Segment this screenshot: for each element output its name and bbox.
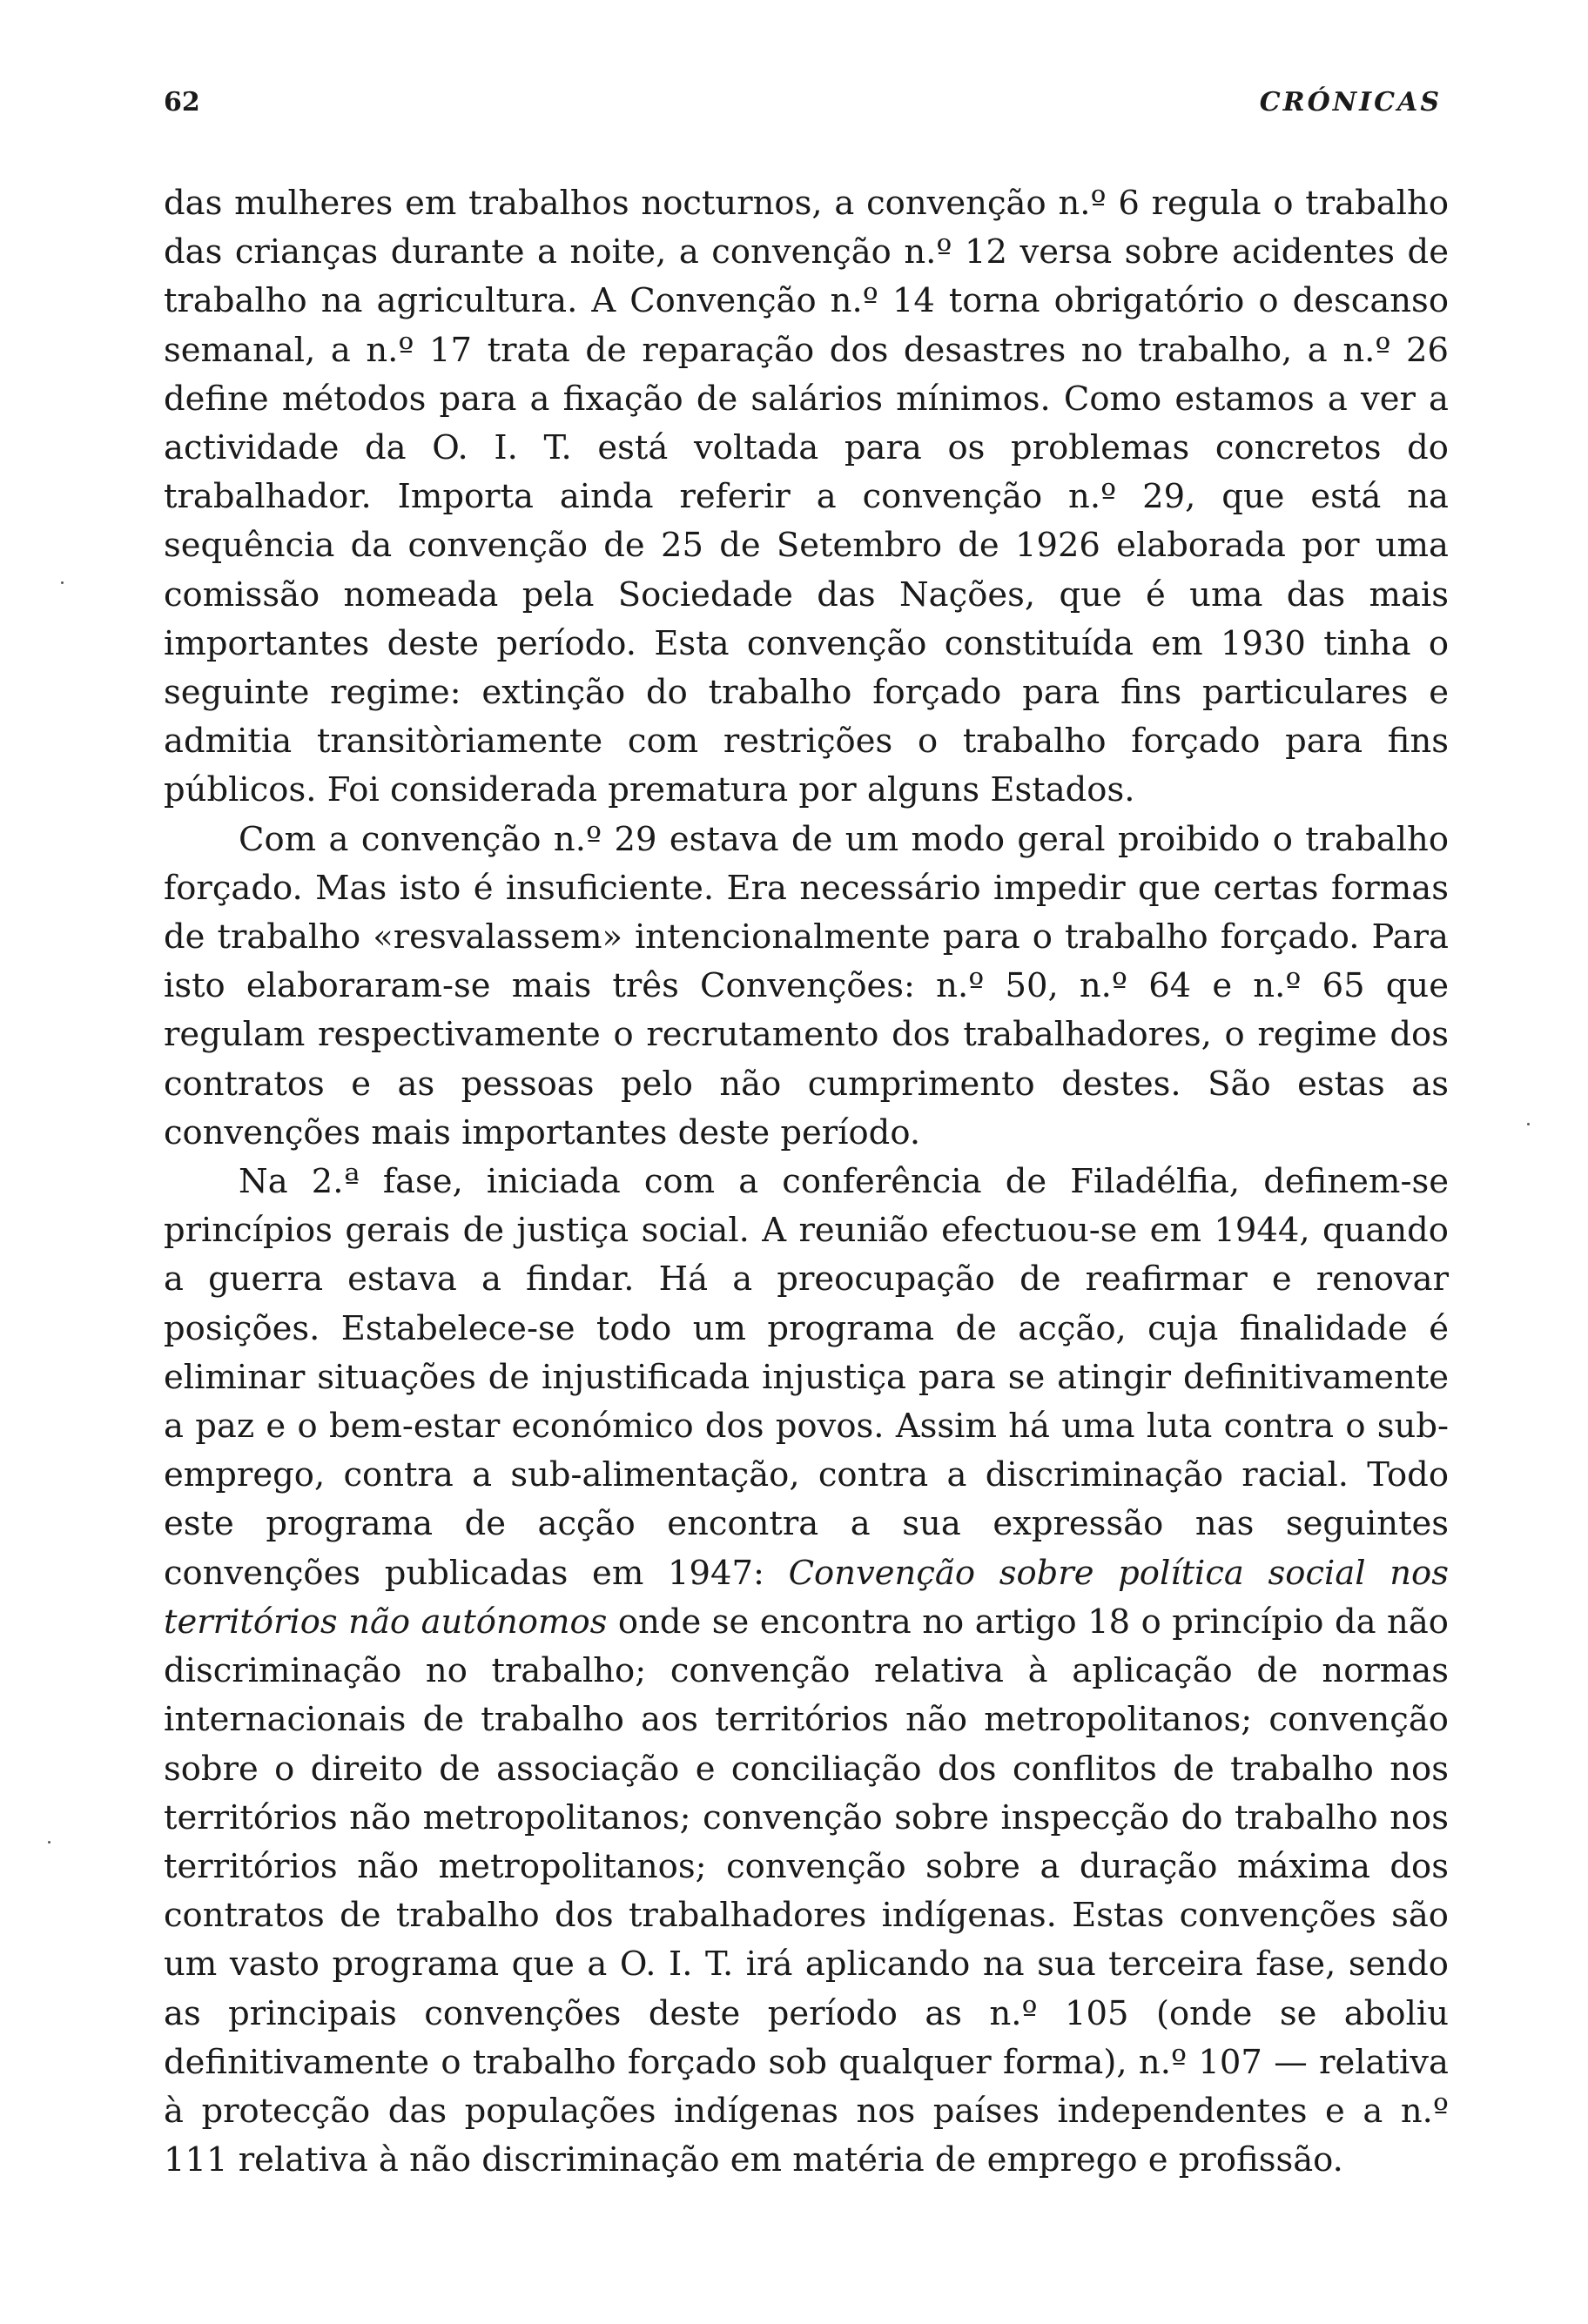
page-number: 62 [164,87,200,118]
margin-speck [61,581,64,584]
paragraph-text: Com a convenção n.º 29 estava de um modo geral proibido o trabalho forçado. Mas isto é insuficiente. Era necessário impedir que certas formas de trabalho «resvalassem» intencionalmente para o trabalho forçado. Para isto elaboraram-se mais três Convenções: n.º 50, n.º 64 e n.º 65 que regulam respectivamente o recrutamento dos trabalhadores, o regime dos contratos e as pessoas pelo não cumprimento destes. São estas as convenções mais importantes deste período. [164,819,1449,1152]
paragraph [164,179,1449,816]
section-title: CRÓNICAS [1259,87,1442,118]
paragraph-text: das mulheres em trabalhos nocturnos, a convenção n.º 6 regula o trabalho das crianças durante a noite, a convenção n.º 12 versa sobre acidentes de trabalho na agricultura. A Convenção n.º 14 torna obrigatório o descanso semanal, a n.º 17 trata de reparação dos desastres no trabalho, a n.º 26 define métodos para a fixação de salários mínimos. Como estamos a ver a actividade da O. I. T. está voltada para os problemas concretos do trabalhador. Importa ainda referir a convenção n.º 29, que está na sequência da convenção de 25 de Setembro de 1926 elaborada por uma comissão nomeada pela Sociedade das Nações, que é uma das mais importantes deste período. Esta convenção constituída em 1930 tinha o seguinte regime: extinção do trabalho forçado para fins particulares e admitia transitòriamente com restrições o trabalho forçado para fins públicos. Foi considerada prematura por alguns Estados. [164,184,1449,810]
body-text [164,179,1449,2185]
paragraph [164,1158,1449,2185]
margin-speck [48,1841,50,1844]
italic-title-text: Convenção sobre política social nos territórios não autónomos [164,1553,1449,1642]
running-head [164,87,1442,125]
paragraph [164,816,1449,1158]
paragraph-text: Na 2.ª fase, iniciada com a conferência de Filadélfia, definem-se princípios gerais de justiça social. A reunião efectuou-se em 1944, quando a guerra estava a findar. Há a preocupação de reafirmar e renovar posições. Estabelece-se todo um programa de acção, cuja finalidade é eliminar situações de injustificada injustiça para se atingir definitivamente a paz e o bem-estar económico dos povos. Assim há uma luta contra o sub-emprego, contra a sub-alimentação, contra a discriminação racial. Todo este programa de acção encontra a sua expressão nas seguintes convenções publicadas em 1947: [164,1162,1449,1593]
margin-speck [1527,1123,1530,1125]
paragraph-text: onde se encontra no artigo 18 o princípio da não discriminação no trabalho; convenção relativa à aplicação de normas internacionais de trabalho aos territórios não metropolitanos; convenção sobre o direito de associação e conciliação dos conflitos de trabalho nos territórios não metropolitanos; convenção sobre inspecção do trabalho nos territórios não metropolitanos; convenção sobre a duração máxima dos contratos de trabalho dos trabalhadores indígenas. Estas convenções são um vasto programa que a O. I. T. irá aplicando na sua terceira fase, sendo as principais convenções deste período as n.º 105 (onde se aboliu definitivamente o trabalho forçado sob qualquer forma), n.º 107 — relativa à protecção das populações indígenas nos países independentes e a n.º 111 relativa à não discriminação em matéria de emprego e profissão. [164,1602,1449,2180]
